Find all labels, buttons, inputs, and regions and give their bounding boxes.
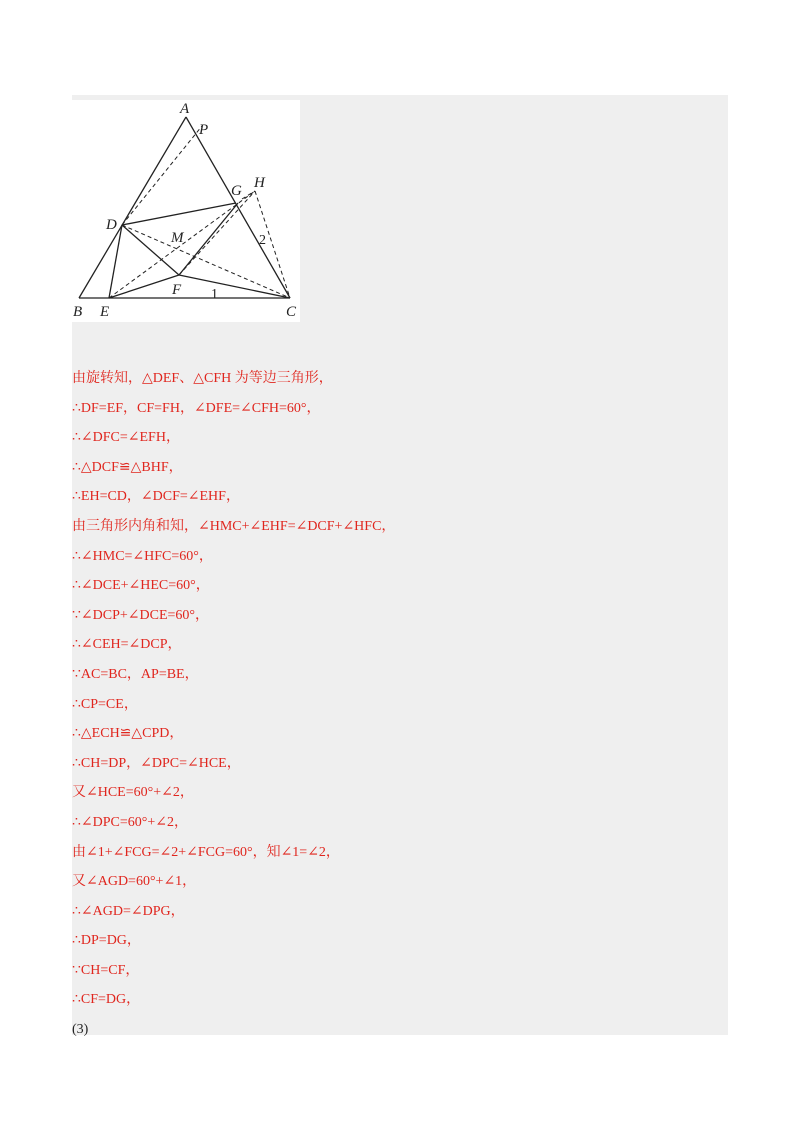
proof-line: 由∠1+∠FCG=∠2+∠FCG=60°，知∠1=∠2， [72,844,340,860]
proof-line: ∴∠AGD=∠DPG， [72,903,185,919]
proof-line: ∴∠CEH=∠DCP， [72,637,182,653]
proof-line: 又∠HCE=60°+∠2， [72,785,194,801]
proof-line: ∴△DCF≌△BHF， [72,459,183,475]
proof-line: ∵AC=BC，AP=BE， [72,666,199,682]
proof-line: ∴CP=CE， [72,696,138,712]
label-H: H [254,175,265,191]
proof-line: ∴△ECH≌△CPD， [72,726,184,742]
label-C: C [286,304,297,320]
segment-FG [179,203,238,275]
proof-line: ∴∠DPC=60°+∠2， [72,814,188,830]
proof-text [72,364,712,1045]
label-G: G [231,183,242,199]
segment-FC [179,275,290,298]
side-BA [79,117,186,298]
proof-line: 由三角形内角和知，∠HMC+∠EHF=∠DCF+∠HFC， [72,518,396,534]
triangle-diagram [72,100,300,322]
proof-line: 由旋转知，△DEF、△CFH 为等边三角形， [72,371,333,386]
proof-line: ∴DP=DG， [72,933,141,949]
label-M: M [171,230,184,246]
proof-line: ∴CH=DP，∠DPC=∠HCE， [72,755,241,771]
label-F: F [172,282,182,298]
dashed-FH [179,191,255,275]
geometry-figure [72,100,300,322]
label-A: A [180,101,190,117]
proof-line: ∴CF=DG， [72,992,141,1008]
label-B: B [73,304,83,320]
segment-DG [122,203,236,225]
proof-line: ∴∠DCE+∠HEC=60°， [72,578,210,594]
dashed-DP [122,126,202,225]
segment-EF [109,275,179,298]
label-D: D [106,217,117,233]
proof-line: ∴EH=CD，∠DCF=∠EHF， [72,489,240,505]
label-angle-1: 1 [211,287,218,302]
proof-line: ∵CH=CF， [72,962,140,978]
proof-line: ∴∠DFC=∠EFH， [72,430,180,446]
label-P: P [199,122,209,138]
proof-line: ∴DF=EF，CF=FH，∠DFE=∠CFH=60°， [72,400,321,416]
label-angle-2: 2 [259,233,266,248]
part-3-label: (3) [72,1022,89,1038]
proof-line: 又∠AGD=60°+∠1， [72,874,197,890]
label-E: E [100,304,110,320]
side-AC [186,117,290,298]
proof-line: ∴∠HMC=∠HFC=60°， [72,548,213,564]
proof-line: ∵∠DCP+∠DCE=60°， [72,607,209,623]
